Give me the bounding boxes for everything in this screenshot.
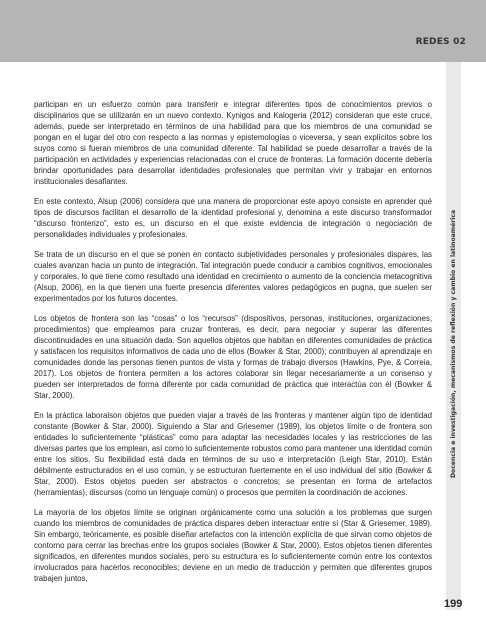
paragraph: participan en un esfuerzo común para transferir e integrar diferentes tipos de conocimientos previos o disciplinarios que se utilizarán en un nuevo contexto. Kynigos and Kalogeria (2012) consideran que este cruce, además, puede ser interpretado en términos de una habilidad para que los miembros de una comunidad se pongan en el lugar del otro con respecto a las normas y epistemologías o viceversa, y sean explícitos sobre los suyos como si fueran miembros de una comunidad diferente. Tal habilidad se puede desarrollar a través de la participación en actividades y experiencias relacionadas con el cruce de fronteras. La formación docente debería brindar oportunidades para desarrollar identidades profesionales que permitan vivir y trabajar en entornos institucionales desafiantes. [34,100,432,186]
paragraph: Se trata de un discurso en el que se ponen en contacto subjetividades personales y profesionales dispares, las cuales avanzan hacia un punto de integración. Tal integración puede conducir a cambios cognitivos, emocionales y corporales, lo que tiene como resultado una identidad en crecimiento o aumento de la conciencia metacognitiva (Alsup, 2006), en la que tienen una fuerte presencia diferentes valores pedagógicos en pugna, que suelen ser experimentados por los futuros docentes. [34,250,432,303]
page-number: 199 [444,598,463,610]
header-band [0,0,486,62]
paragraph: Los objetos de frontera son las “cosas” o los “recursos” (dispositivos, personas, instituciones, organizaciones, procedimientos) que empleamos para cruzar fronteras, es decir, para negociar y superar las diferentes discontinuidades en una situación dada. Son aquellos objetos que habitan en diferentes comunidades de práctica y satisfacen los requisitos informativos de cada uno de ellos (Bowker & Star, 2000); contribuyen al aprendizaje en comunidades donde las personas tienen puntos de vista y formas de trabajo diversos (Hawkins, Pye, & Correia, 2017). Los objetos de frontera permiten a los actores colaborar sin llegar necesariamente a un consenso y pueden ser interpretados de forma diferente por cada comunidad de práctica que interactúa con él (Bowker & Star, 2000). [34,314,432,400]
body-text [34,99,432,593]
side-title: Docencia e investigación, mecanismos de reflexión y cambio en latinoamérica [450,209,457,478]
paragraph: La mayoría de los objetos límite se originan orgánicamente como una solución a los problemas que surgen cuando los miembros de comunidades de práctica dispares deben interactuar entre sí (Star & Griesemer, 1989). Sin embargo, teóricamente, es posible diseñar artefactos con la intención explícita de que sirvan como objetos de contorno para cerrar las brechas entre los grupos sociales (Bowker & Star, 2000). Estos objetos tienen diferentes significados, en diferentes mundos sociales, pero su estructura es lo suficientemente común entre los contextos involucrados para hacerlos reconocibles; deviene en un medio de traducción y permiten que diferentes grupos trabajen juntos, [34,508,432,583]
journal-header: REDES 02 [415,37,466,47]
paragraph: En la práctica laboralson objetos que pueden viajar a través de las fronteras y mantener algún tipo de identidad constante (Bowker & Star, 2000). Siguiendo a Star and Griesemer (1989), los objetos límite o de frontera son entidades lo suficientemente “plásticas” como para adaptar las necesidades locales y las restricciones de las diversas partes que los emplean, así como lo suficientemente robustos como para mantener una identidad común entre los sitios. Su flexibilidad está dada en términos de su uso e interpretación (Leigh Star, 2010). Están débilmente estructurados en el uso común, y se estructuran fuertemente en el uso individual del sitio (Bowker & Star, 2000). Estos objetos pueden ser abstractos o concretos; se presentan en forma de artefactos (herramientas), discursos (como un lenguaje común) o procesos que permiten la coordinación de acciones. [34,411,432,497]
paragraph: En este contexto, Alsup (2006) considera que una manera de proporcionar este apoyo consiste en aprender qué tipos de discursos facilitan el desarrollo de la identidad profesional y, denomina a este discurso transformador “discurso fronterizo”, esto es, un discurso en el que existe evidencia de integración o negociación de personalidades individuales y profesionales. [34,197,432,239]
